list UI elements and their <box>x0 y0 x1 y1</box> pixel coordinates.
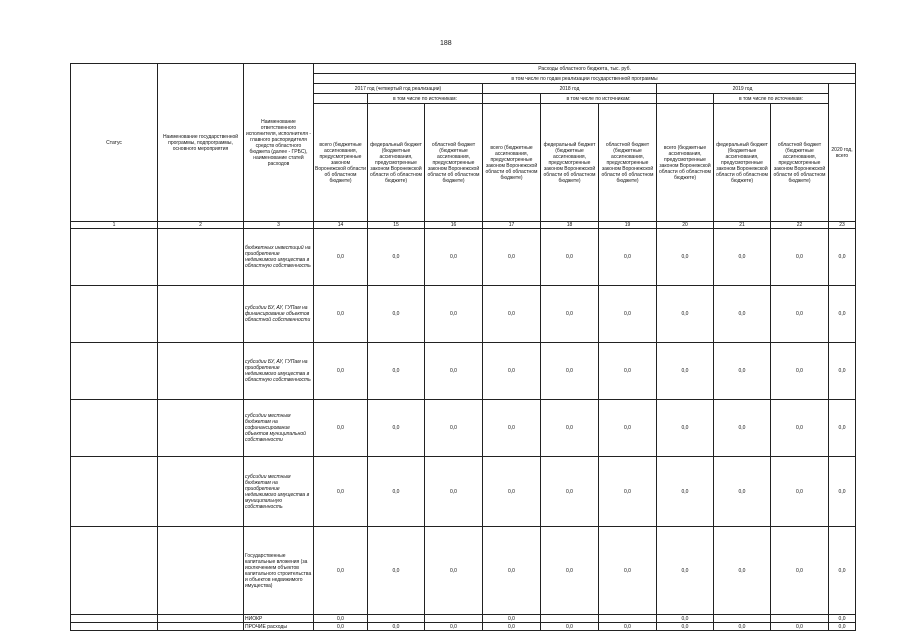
status-cell <box>71 286 158 343</box>
other-row <box>71 623 856 631</box>
value-cell: 0,0 <box>829 527 856 615</box>
total-col-2017: всего (бюджетные ассигнования, предусмотренные законом Воронежской области об областном бюджете) <box>314 104 368 222</box>
federal-col-2019: федеральный бюджет (бюджетные ассигнования, предусмотренные законом Воронежской области об областном бюджете) <box>714 104 771 222</box>
value-cell: 0,0 <box>771 457 829 527</box>
value-cell: 0,0 <box>541 400 599 457</box>
value-cell: 0,0 <box>771 623 829 631</box>
value-cell: 0,0 <box>771 286 829 343</box>
program-cell <box>158 457 244 527</box>
status-cell <box>71 457 158 527</box>
total-col-2019: всего (бюджетные ассигнования, предусмотренные законом Воронежской области об областном бюджете) <box>657 104 714 222</box>
total-col-2018: всего (бюджетные ассигнования, предусмотренные законом Воронежской области об областном бюджете) <box>483 104 541 222</box>
value-cell: 0,0 <box>771 527 829 615</box>
value-cell <box>599 615 657 623</box>
column-number: 15 <box>368 222 425 229</box>
status-cell <box>71 343 158 400</box>
column-number: 18 <box>541 222 599 229</box>
value-cell: 0,0 <box>314 623 368 631</box>
column-number: 14 <box>314 222 368 229</box>
value-cell: 0,0 <box>483 286 541 343</box>
value-cell: 0,0 <box>657 400 714 457</box>
column-number: 19 <box>599 222 657 229</box>
value-cell: 0,0 <box>483 457 541 527</box>
value-cell: 0,0 <box>771 400 829 457</box>
federal-col-2018: федеральный бюджет (бюджетные ассигнования, предусмотренные законом Воронежской области об областном бюджете) <box>541 104 599 222</box>
column-number: 1 <box>71 222 158 229</box>
table-row <box>71 400 856 457</box>
value-cell: 0,0 <box>314 286 368 343</box>
value-cell: 0,0 <box>657 286 714 343</box>
value-cell: 0,0 <box>829 457 856 527</box>
status-header: Статус <box>71 64 158 222</box>
value-cell: 0,0 <box>599 457 657 527</box>
value-cell: 0,0 <box>368 229 425 286</box>
value-cell: 0,0 <box>368 623 425 631</box>
regional-col-2017: областной бюджет (бюджетные ассигнования, предусмотренные законом Воронежской области об областном бюджете) <box>425 104 483 222</box>
program-cell <box>158 615 244 623</box>
status-cell <box>71 615 158 623</box>
value-cell: 0,0 <box>368 527 425 615</box>
value-cell: 0,0 <box>541 623 599 631</box>
value-cell: 0,0 <box>483 623 541 631</box>
value-cell: 0,0 <box>314 400 368 457</box>
program-cell <box>158 229 244 286</box>
value-cell: 0,0 <box>771 343 829 400</box>
status-cell <box>71 527 158 615</box>
value-cell <box>771 615 829 623</box>
program-cell <box>158 400 244 457</box>
value-cell: 0,0 <box>771 229 829 286</box>
program-cell <box>158 623 244 631</box>
row-label: ПРОЧИЕ расходы <box>244 623 314 631</box>
value-cell: 0,0 <box>483 615 541 623</box>
value-cell: 0,0 <box>541 457 599 527</box>
status-cell <box>71 623 158 631</box>
budget-table <box>70 63 856 631</box>
table-row <box>71 527 856 615</box>
value-cell: 0,0 <box>425 286 483 343</box>
value-cell: 0,0 <box>368 457 425 527</box>
value-cell: 0,0 <box>657 615 714 623</box>
value-cell: 0,0 <box>714 623 771 631</box>
value-cell: 0,0 <box>541 527 599 615</box>
value-cell: 0,0 <box>829 229 856 286</box>
table-row <box>71 343 856 400</box>
value-cell <box>541 615 599 623</box>
value-cell: 0,0 <box>425 229 483 286</box>
table-row <box>71 457 856 527</box>
value-cell: 0,0 <box>483 400 541 457</box>
value-cell: 0,0 <box>714 400 771 457</box>
column-number: 23 <box>829 222 856 229</box>
value-cell: 0,0 <box>425 343 483 400</box>
value-cell: 0,0 <box>425 623 483 631</box>
value-cell: 0,0 <box>829 400 856 457</box>
row-label: субсидии БУ, АУ, ГУПам на приобретение недвижимого имущества в областную собственность <box>244 343 314 400</box>
value-cell: 0,0 <box>714 229 771 286</box>
value-cell: 0,0 <box>657 343 714 400</box>
year-2017-header: 2017 год (четвертый год реализации) <box>314 84 483 94</box>
value-cell: 0,0 <box>599 527 657 615</box>
value-cell: 0,0 <box>599 623 657 631</box>
value-cell <box>714 615 771 623</box>
status-cell <box>71 400 158 457</box>
program-name-header: Наименование государственной программы, подпрограммы, основного мероприятия <box>158 64 244 222</box>
value-cell: 0,0 <box>425 527 483 615</box>
row-label: субсидии местным бюджетам на софинансирование объектов муниципальной собственности <box>244 400 314 457</box>
program-cell <box>158 286 244 343</box>
by-sources-2017: в том числе по источникам: <box>368 94 483 104</box>
by-sources-2018: в том числе по источникам: <box>541 94 657 104</box>
column-number: 2 <box>158 222 244 229</box>
value-cell: 0,0 <box>829 343 856 400</box>
value-cell: 0,0 <box>314 229 368 286</box>
value-cell: 0,0 <box>599 286 657 343</box>
value-cell: 0,0 <box>483 229 541 286</box>
column-number: 17 <box>483 222 541 229</box>
page-number: 188 <box>440 40 452 47</box>
column-number: 3 <box>244 222 314 229</box>
program-cell <box>158 343 244 400</box>
value-cell: 0,0 <box>425 457 483 527</box>
value-cell: 0,0 <box>657 623 714 631</box>
value-cell: 0,0 <box>483 343 541 400</box>
column-number: 22 <box>771 222 829 229</box>
column-number: 20 <box>657 222 714 229</box>
value-cell: 0,0 <box>657 229 714 286</box>
table-row <box>71 229 856 286</box>
year-2019-header: 2019 год <box>657 84 829 94</box>
row-label: НИОКР <box>244 615 314 623</box>
value-cell: 0,0 <box>541 286 599 343</box>
value-cell: 0,0 <box>541 343 599 400</box>
row-label: субсидии БУ, АУ, ГУПам на финансирование объектов областной собственности <box>244 286 314 343</box>
by-years-header: в том числе по годам реализации государственной программы <box>314 74 856 84</box>
value-cell: 0,0 <box>314 527 368 615</box>
value-cell: 0,0 <box>714 457 771 527</box>
value-cell: 0,0 <box>314 457 368 527</box>
value-cell: 0,0 <box>314 615 368 623</box>
value-cell: 0,0 <box>714 343 771 400</box>
status-cell <box>71 229 158 286</box>
niokr-row <box>71 615 856 623</box>
value-cell: 0,0 <box>829 615 856 623</box>
expenses-title: Расходы областного бюджета, тыс. руб. <box>314 64 856 74</box>
value-cell: 0,0 <box>829 286 856 343</box>
value-cell: 0,0 <box>714 286 771 343</box>
value-cell: 0,0 <box>314 343 368 400</box>
table-row <box>71 286 856 343</box>
value-cell: 0,0 <box>599 343 657 400</box>
year-2020-header: 2020 год, всего <box>829 84 856 222</box>
column-number: 16 <box>425 222 483 229</box>
value-cell: 0,0 <box>657 457 714 527</box>
value-cell: 0,0 <box>829 623 856 631</box>
value-cell: 0,0 <box>425 400 483 457</box>
executor-header: Наименование ответственного исполнителя, исполнителя - главного распорядителя средств областного бюджета (далее - ГРБС), наименование статей расходов <box>244 64 314 222</box>
row-label: субсидии местным бюджетам на приобретение недвижимого имущества в муниципальную собственность <box>244 457 314 527</box>
value-cell: 0,0 <box>657 527 714 615</box>
row-label: бюджетных инвестиций на приобретение недвижимого имущества в областную собственность <box>244 229 314 286</box>
value-cell <box>425 615 483 623</box>
regional-col-2018: областной бюджет (бюджетные ассигнования, предусмотренные законом Воронежской области об областном бюджете) <box>599 104 657 222</box>
program-cell <box>158 527 244 615</box>
row-label: Государственные капитальные вложения (за исключением объектов капитального строительства и объектов недвижимого имущества) <box>244 527 314 615</box>
by-sources-2019: в том числе по источникам: <box>714 94 829 104</box>
value-cell: 0,0 <box>599 400 657 457</box>
value-cell: 0,0 <box>541 229 599 286</box>
year-2018-header: 2018 год <box>483 84 657 94</box>
value-cell: 0,0 <box>599 229 657 286</box>
value-cell: 0,0 <box>714 527 771 615</box>
federal-col-2017: федеральный бюджет (бюджетные ассигнования, предусмотренные законом Воронежской области об областном бюджете) <box>368 104 425 222</box>
regional-col-2019: областной бюджет (бюджетные ассигнования, предусмотренные законом Воронежской области об областном бюджете) <box>771 104 829 222</box>
value-cell: 0,0 <box>368 286 425 343</box>
column-number: 21 <box>714 222 771 229</box>
value-cell: 0,0 <box>368 343 425 400</box>
column-number-row <box>71 222 856 229</box>
value-cell <box>368 615 425 623</box>
value-cell: 0,0 <box>483 527 541 615</box>
value-cell: 0,0 <box>368 400 425 457</box>
